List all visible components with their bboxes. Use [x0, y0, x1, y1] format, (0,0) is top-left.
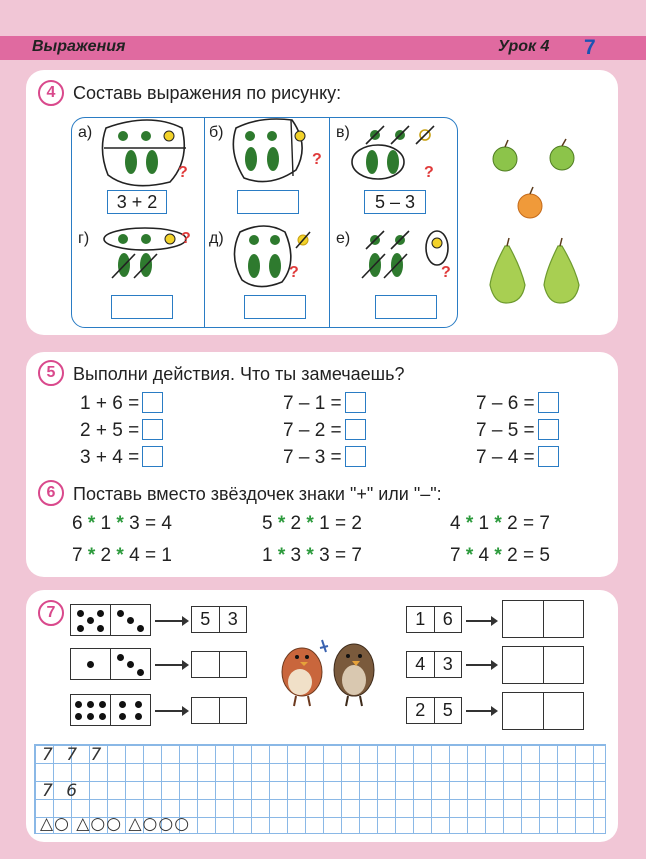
answer-box-e[interactable] — [375, 295, 437, 319]
task4-shapes — [0, 0, 646, 340]
star-placeholder[interactable]: * — [116, 545, 124, 566]
question-mark-e: ? — [441, 264, 451, 281]
task5-equation: 7 – 6 = — [476, 392, 559, 415]
question-mark-d: ? — [289, 264, 299, 281]
task4-number: 4 — [38, 80, 64, 106]
task6-text: Поставь вместо звёздочек знаки "+" или "–": — [73, 484, 442, 504]
answer-pair-3[interactable] — [191, 697, 247, 724]
domino-half-6 — [71, 695, 110, 725]
task5-equation: 7 – 3 = — [283, 446, 366, 469]
cell-label-d: д) — [209, 230, 224, 247]
answer-square[interactable] — [538, 446, 559, 467]
answer-square[interactable] — [142, 446, 163, 467]
number-pair-3: 2 5 — [406, 697, 462, 724]
task6-number: 6 — [38, 480, 64, 506]
domino-half-3 — [110, 649, 150, 679]
task6-expression: 7 * 4 * 2 = 5 — [450, 545, 550, 566]
domino-half-5 — [71, 605, 110, 635]
star-placeholder[interactable]: * — [306, 545, 314, 566]
question-mark-v: ? — [424, 164, 434, 181]
empty-domino-1[interactable] — [502, 600, 584, 638]
question-mark-a: ? — [178, 164, 188, 181]
section-title: Выражения — [32, 38, 126, 55]
task6-expression: 1 * 3 * 3 = 7 — [262, 545, 362, 566]
domino-2 — [70, 648, 151, 680]
question-mark-b: ? — [312, 151, 322, 168]
task5-equation: 2 + 5 = — [80, 419, 163, 442]
answer-box-v[interactable]: 5 – 3 — [364, 190, 426, 214]
cell-label-e: е) — [336, 230, 351, 247]
task6-expression: 6 * 1 * 3 = 4 — [72, 513, 172, 534]
task5-equation: 3 + 4 = — [80, 446, 163, 469]
empty-domino-2[interactable] — [502, 646, 584, 684]
arrow-icon — [155, 664, 187, 666]
star-placeholder[interactable]: * — [87, 545, 96, 566]
task5-equation: 7 – 4 = — [476, 446, 559, 469]
lesson-label: Урок 4 — [498, 38, 550, 55]
answer-box-b[interactable] — [237, 190, 299, 214]
task6-expression: 7 * 2 * 4 = 1 — [72, 545, 172, 566]
task5-text: Выполни действия. Что ты замечаешь? — [73, 364, 405, 384]
answer-box-d[interactable] — [244, 295, 306, 319]
answer-square[interactable] — [538, 419, 559, 440]
task5-equation: 7 – 2 = — [283, 419, 366, 442]
star-placeholder[interactable]: * — [87, 513, 96, 534]
answer-square[interactable] — [142, 419, 163, 440]
answer-square[interactable] — [345, 392, 366, 413]
domino-1 — [70, 604, 151, 636]
star-placeholder[interactable]: * — [494, 545, 502, 566]
domino-half-4 — [110, 695, 150, 725]
number-pair-1: 1 6 — [406, 606, 462, 633]
domino-3 — [70, 694, 151, 726]
number-pair-2: 4 3 — [406, 651, 462, 678]
birds-illustration — [270, 622, 390, 712]
answer-box-a[interactable]: 3 + 2 — [107, 190, 167, 214]
cell-label-a: а) — [78, 124, 93, 141]
arrow-icon — [155, 710, 187, 712]
page-number: 7 — [584, 36, 596, 59]
grid-line-2: 7 6 — [42, 781, 82, 801]
cell-label-g: г) — [78, 230, 90, 247]
task5-equation: 1 + 6 = — [80, 392, 163, 415]
arrow-icon — [466, 664, 496, 666]
task6-expression: 4 * 1 * 2 = 7 — [450, 513, 550, 534]
star-placeholder[interactable]: * — [494, 513, 502, 534]
answer-pair-2[interactable] — [191, 651, 247, 678]
star-placeholder[interactable]: * — [465, 545, 474, 566]
answer-square[interactable] — [345, 419, 366, 440]
task5-equation: 7 – 5 = — [476, 419, 559, 442]
arrow-icon — [466, 620, 496, 622]
star-placeholder[interactable]: * — [465, 513, 474, 534]
task6-expression: 5 * 2 * 1 = 2 — [262, 513, 362, 534]
star-placeholder[interactable]: * — [306, 513, 314, 534]
task7-number: 7 — [38, 600, 64, 626]
star-placeholder[interactable]: * — [277, 513, 286, 534]
answer-square[interactable] — [538, 392, 559, 413]
star-placeholder[interactable]: * — [116, 513, 124, 534]
grid-line-3: △○ △○○ △○○○ — [40, 814, 191, 834]
domino-half-3 — [110, 605, 150, 635]
arrow-icon — [155, 620, 187, 622]
task5-number: 5 — [38, 360, 64, 386]
answer-box-g[interactable] — [111, 295, 173, 319]
empty-domino-3[interactable] — [502, 692, 584, 730]
cell-label-b: б) — [209, 124, 224, 141]
cell-label-v: в) — [336, 124, 350, 141]
answer-square[interactable] — [345, 446, 366, 467]
arrow-icon — [466, 710, 496, 712]
question-mark-g: ? — [181, 230, 191, 247]
task5-equation: 7 – 1 = — [283, 392, 366, 415]
grid-line-1: 7 7 7 — [42, 745, 106, 765]
answer-pair-1[interactable]: 5 3 — [191, 606, 247, 633]
star-placeholder[interactable]: * — [277, 545, 286, 566]
domino-half-1 — [71, 649, 110, 679]
task4-text: Составь выражения по рисунку: — [73, 83, 342, 103]
answer-square[interactable] — [142, 392, 163, 413]
